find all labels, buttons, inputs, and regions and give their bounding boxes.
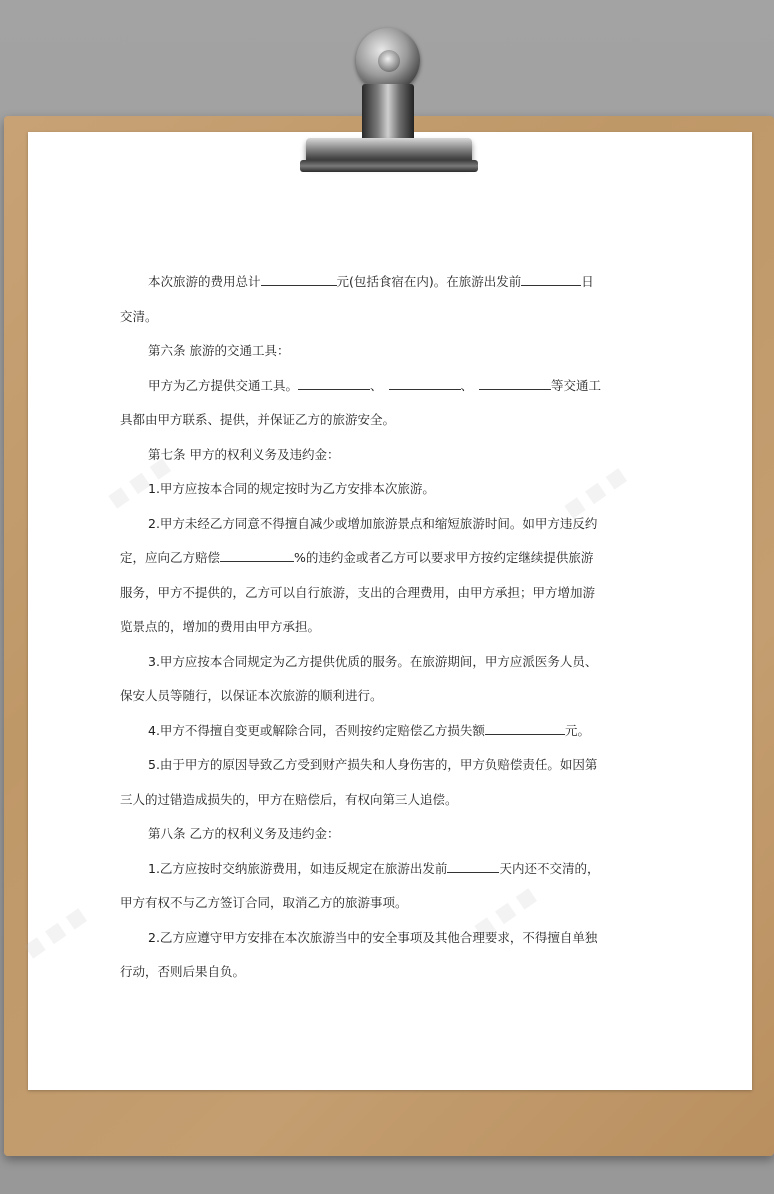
fill-blank [298,375,370,390]
paragraph-line: 2.甲方未经乙方同意不得擅自减少或增加旅游景点和缩短旅游时间。如甲方违反约 [148,515,598,531]
paragraph-line: 保安人员等随行，以保证本次旅游的顺利进行。 [120,688,383,703]
paragraph-line: 1.甲方应按本合同的规定按时为乙方安排本次旅游。 [148,481,435,496]
paragraph-line: 具都由甲方联系、提供，并保证乙方的旅游安全。 [120,412,396,427]
paragraph-line: 交清。 [120,308,158,324]
paragraph-line: 2.乙方应遵守甲方安排在本次旅游当中的安全事项及其他合理要求，不得擅自单独 [148,929,598,945]
section-heading: 第六条 旅游的交通工具： [148,343,290,358]
fill-blank [521,271,581,286]
paragraph-line: 5.由于甲方的原因导致乙方受到财产损失和人身伤害的，甲方负赔偿责任。如因第 [148,757,598,772]
paragraph-line: 览景点的，增加的费用由甲方承担。 [120,619,321,634]
paragraph-line: 定，应向乙方赔偿 %的违约金或者乙方可以要求甲方按约定继续提供旅游 [120,544,640,579]
paragraph-line: 行动，否则后果自负。 [120,964,246,979]
binder-clip-icon [300,28,480,178]
paragraph-line: 本次旅游的费用总计 元(包括食宿在内)。在旅游出发前 日 [120,268,640,303]
paragraph-line: 甲方有权不与乙方签订合同，取消乙方的旅游事项。 [120,895,408,910]
fill-blank [261,271,337,286]
clip-neck [362,84,414,142]
clip-ring-hole [378,50,400,72]
paragraph-line: 4.甲方不得擅自变更或解除合同，否则按约定赔偿乙方损失额 元。 [120,717,640,752]
section-heading: 第八条 乙方的权利义务及违约金： [148,826,340,841]
fill-blank [479,375,551,390]
paragraph-line: 3.甲方应按本合同规定为乙方提供优质的服务。在旅游期间，甲方应派医务人员、 [148,653,598,669]
fill-blank [389,375,461,390]
contract-text [120,268,640,993]
clip-lip [300,160,478,172]
paragraph-line: 甲方为乙方提供交通工具。 、 、 等交通工 [120,372,640,407]
paragraph-line: 三人的过错造成损失的，甲方在赔偿后，有权向第三人追偿。 [120,791,458,807]
fill-blank [447,858,499,873]
fill-blank [220,547,294,562]
paragraph-line: 1.乙方应按时交纳旅游费用，如违反规定在旅游出发前 天内还不交清的， [120,855,640,890]
paragraph-line: 服务，甲方不提供的，乙方可以自行旅游，支出的合理费用，由甲方承担；甲方增加游 [120,584,596,600]
section-heading: 第七条 甲方的权利义务及违约金： [148,446,340,462]
fill-blank [485,720,565,735]
